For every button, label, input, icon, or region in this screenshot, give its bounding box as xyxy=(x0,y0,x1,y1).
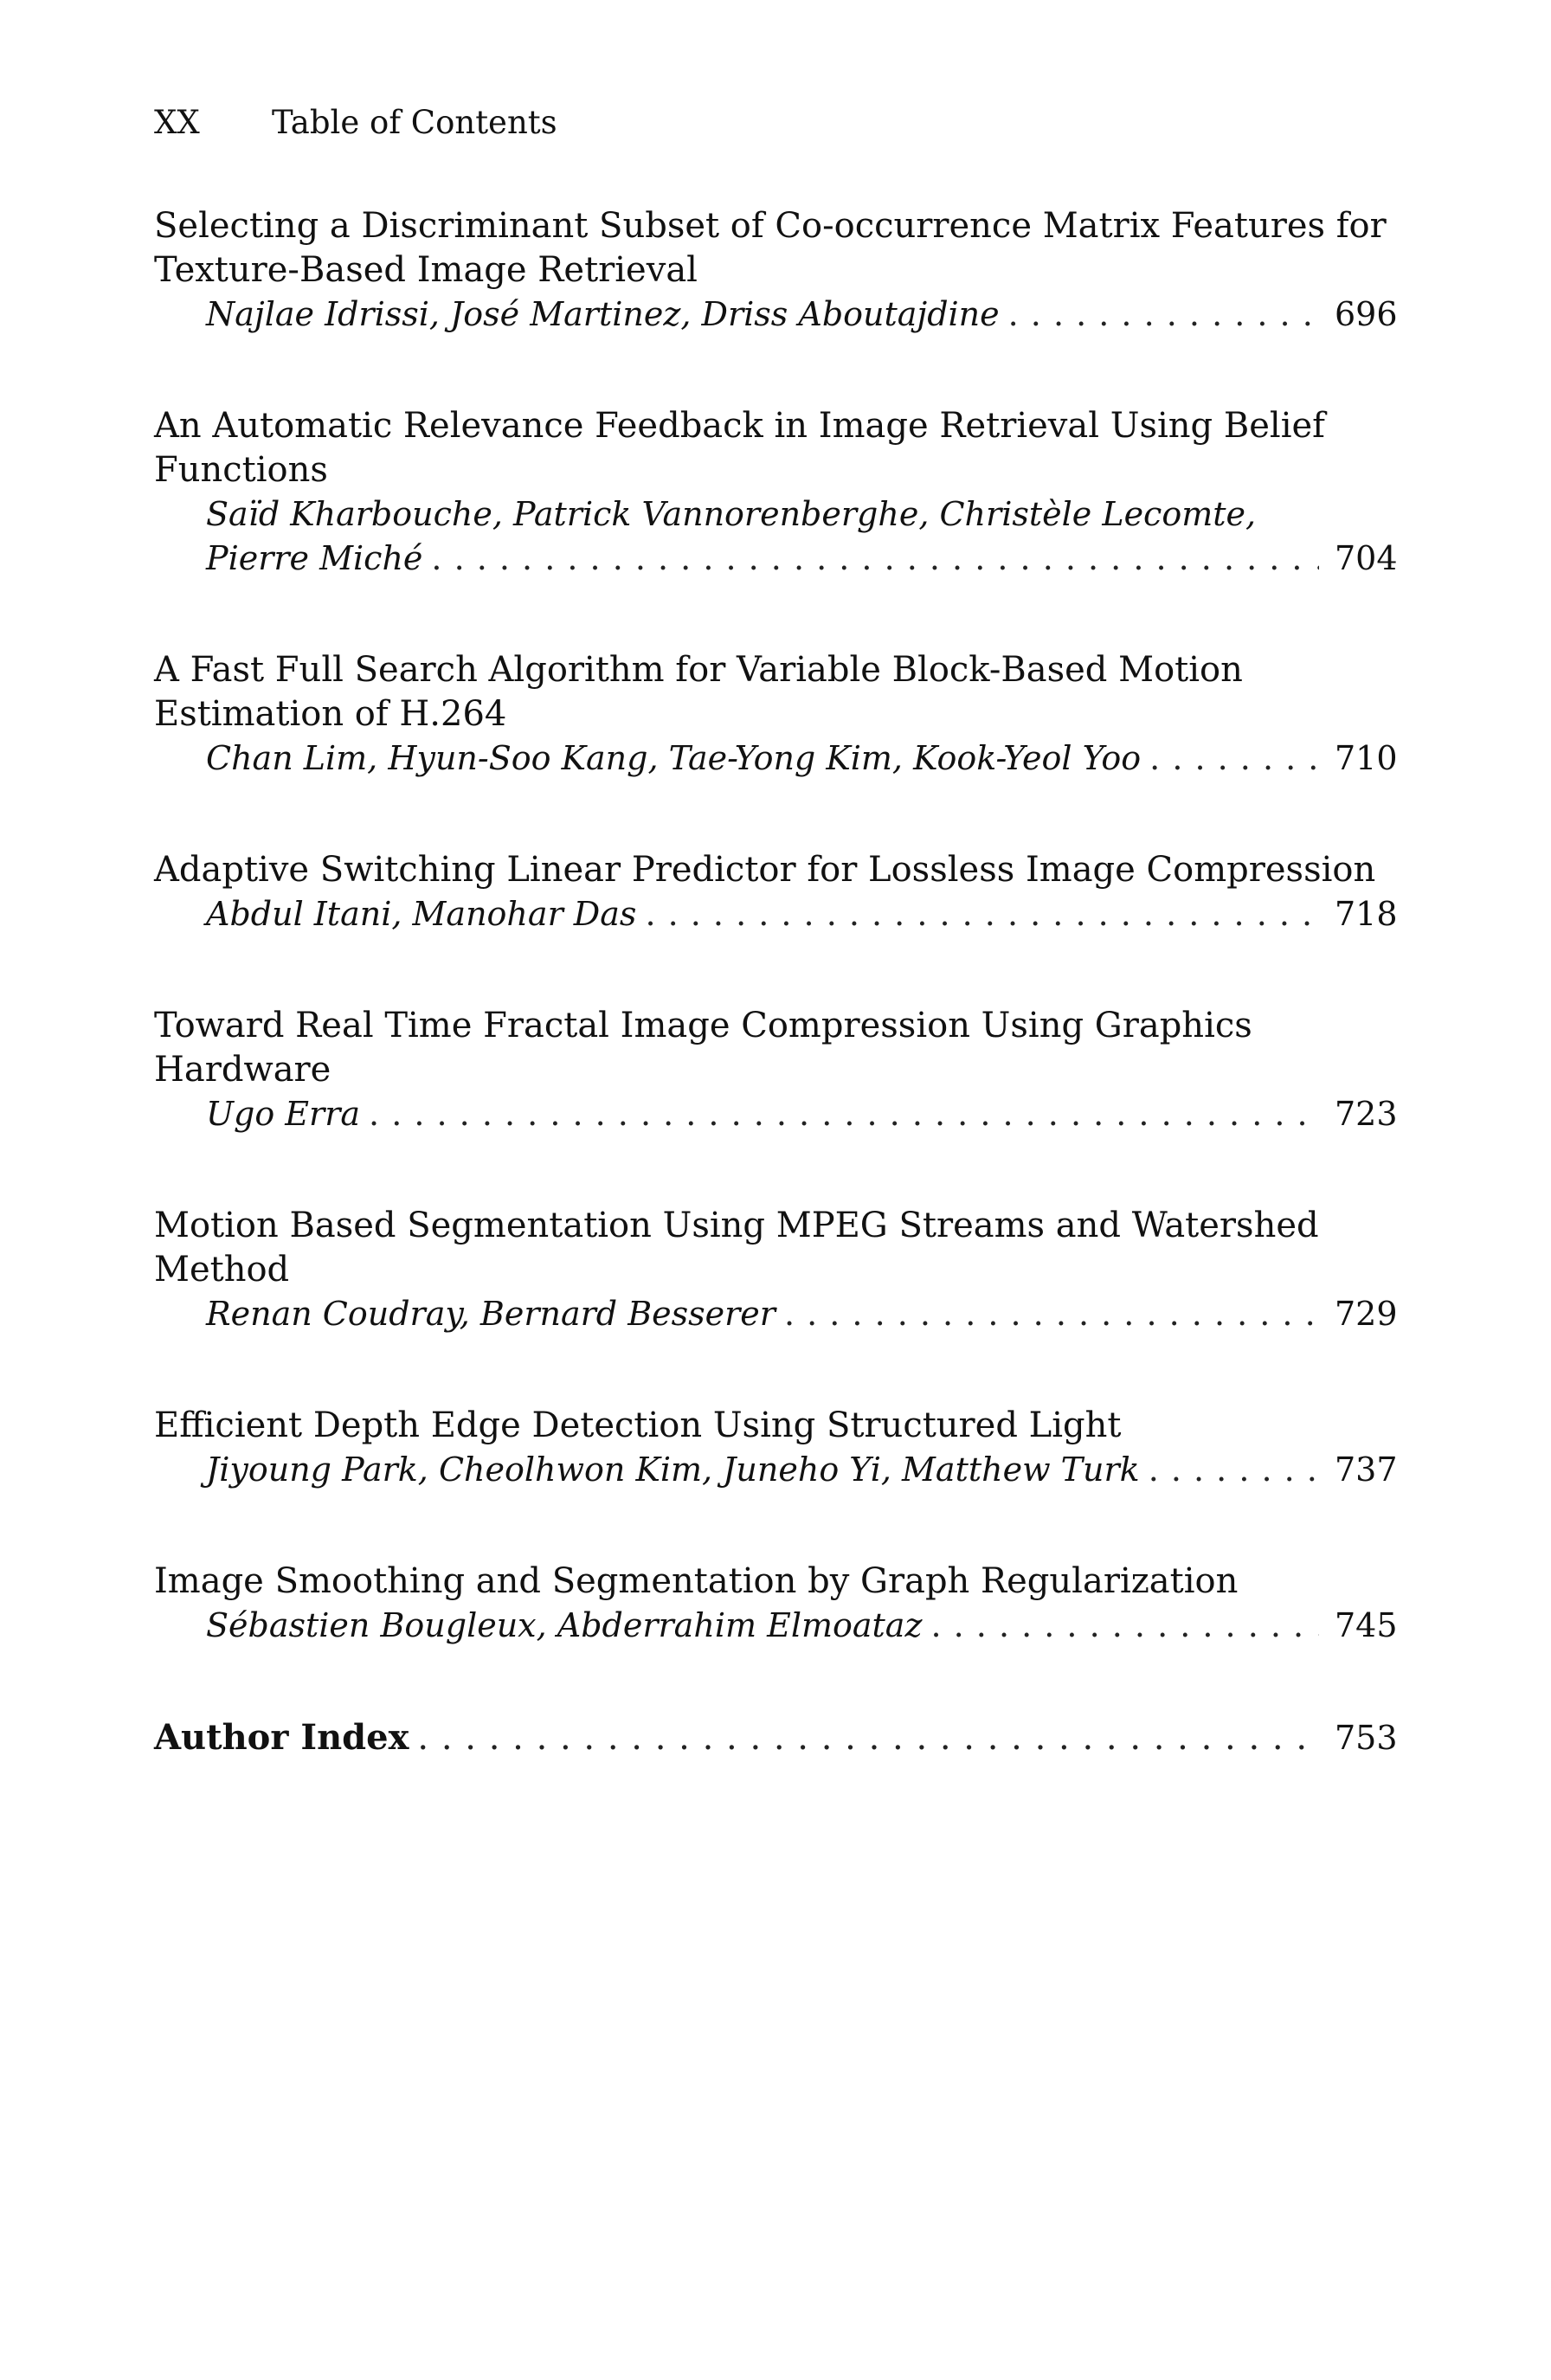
entry-authors xyxy=(154,1604,1397,1648)
author-names: Najlae Idrissi, José Martinez, Driss Aboutajdine xyxy=(206,295,1000,333)
author-index-label: Author Index xyxy=(154,1717,409,1758)
toc-entry[interactable] xyxy=(154,1560,1397,1648)
author-index-entry[interactable] xyxy=(154,1715,1397,1760)
dot-leader xyxy=(431,537,1319,581)
author-line xyxy=(206,293,1397,337)
dot-leader xyxy=(1149,737,1319,781)
entry-title-line: Method xyxy=(154,1250,290,1290)
entry-authors xyxy=(154,737,1397,781)
entry-page-number: 710 xyxy=(1335,739,1398,777)
entry-page-number: 745 xyxy=(1335,1606,1398,1644)
entry-page-number: 696 xyxy=(1335,295,1398,333)
entry-title-line: Toward Real Time Fractal Image Compression Using Graphics Hardware xyxy=(154,1006,1252,1090)
dot-leader xyxy=(645,892,1319,936)
dot-leader xyxy=(1008,293,1319,337)
toc-entry[interactable] xyxy=(154,1204,1397,1336)
author-line xyxy=(206,537,1397,581)
entry-authors xyxy=(154,293,1397,337)
entry-page-number: 737 xyxy=(1335,1451,1398,1489)
entry-authors xyxy=(154,1092,1397,1136)
entry-title-line: Functions xyxy=(154,450,328,490)
toc-page xyxy=(154,102,1397,1760)
author-line xyxy=(206,1448,1397,1492)
toc-entry[interactable] xyxy=(154,1004,1397,1136)
author-index-page-number: 753 xyxy=(1335,1719,1398,1757)
entry-title-line: Efficient Depth Edge Detection Using Structured Light xyxy=(154,1405,1122,1445)
toc-entry[interactable] xyxy=(154,648,1397,781)
page-folio: XX xyxy=(154,104,200,141)
author-names: Renan Coudray, Bernard Besserer xyxy=(206,1295,776,1333)
author-names: Saïd Kharbouche, Patrick Vannorenberghe, Christèle Lecomte, xyxy=(206,495,1257,533)
dot-leader xyxy=(417,1716,1319,1760)
toc-entry[interactable] xyxy=(154,404,1397,581)
entry-page-number: 729 xyxy=(1335,1295,1398,1333)
author-line xyxy=(206,1604,1397,1648)
entry-authors xyxy=(154,1292,1397,1336)
running-head xyxy=(154,102,1397,144)
author-line xyxy=(206,1292,1397,1336)
entry-page-number: 718 xyxy=(1335,895,1398,933)
entry-title-line: Selecting a Discriminant Subset of Co-occurrence Matrix Features for xyxy=(154,206,1387,246)
toc-entry[interactable] xyxy=(154,1404,1397,1492)
entry-page-number: 704 xyxy=(1335,539,1398,577)
entry-title-line: An Automatic Relevance Feedback in Image Retrieval Using Belief xyxy=(154,406,1325,446)
author-line xyxy=(206,737,1397,781)
dot-leader xyxy=(930,1604,1319,1648)
entry-title-line: Motion Based Segmentation Using MPEG Streams and Watershed xyxy=(154,1206,1319,1245)
author-line xyxy=(206,892,1397,936)
entry-page-number: 723 xyxy=(1335,1095,1398,1133)
author-names: Chan Lim, Hyun-Soo Kang, Tae-Yong Kim, Kook-Yeol Yoo xyxy=(206,739,1142,777)
author-names: Ugo Erra xyxy=(206,1095,361,1133)
toc-entries xyxy=(154,204,1397,1648)
entry-title-line: Texture-Based Image Retrieval xyxy=(154,250,698,290)
entry-title-line: Adaptive Switching Linear Predictor for Lossless Image Compression xyxy=(154,850,1376,890)
entry-authors xyxy=(154,492,1397,581)
author-line xyxy=(206,1092,1397,1136)
author-names: Pierre Miché xyxy=(206,539,423,577)
author-names: Abdul Itani, Manohar Das xyxy=(206,895,637,933)
dot-leader xyxy=(1149,1448,1319,1492)
entry-title-line: A Fast Full Search Algorithm for Variable Block-Based Motion xyxy=(154,650,1243,690)
entry-authors xyxy=(154,1448,1397,1492)
dot-leader xyxy=(784,1292,1319,1336)
dot-leader xyxy=(369,1092,1319,1136)
toc-entry[interactable] xyxy=(154,204,1397,337)
entry-authors xyxy=(154,892,1397,936)
entry-title-line: Image Smoothing and Segmentation by Graph Regularization xyxy=(154,1561,1239,1601)
running-head-title: Table of Contents xyxy=(272,104,557,141)
author-line xyxy=(206,492,1397,537)
entry-title-line: Estimation of H.264 xyxy=(154,694,507,734)
author-names: Sébastien Bougleux, Abderrahim Elmoataz xyxy=(206,1606,923,1644)
author-names: Jiyoung Park, Cheolhwon Kim, Juneho Yi, Matthew Turk xyxy=(206,1451,1140,1489)
toc-entry[interactable] xyxy=(154,848,1397,936)
